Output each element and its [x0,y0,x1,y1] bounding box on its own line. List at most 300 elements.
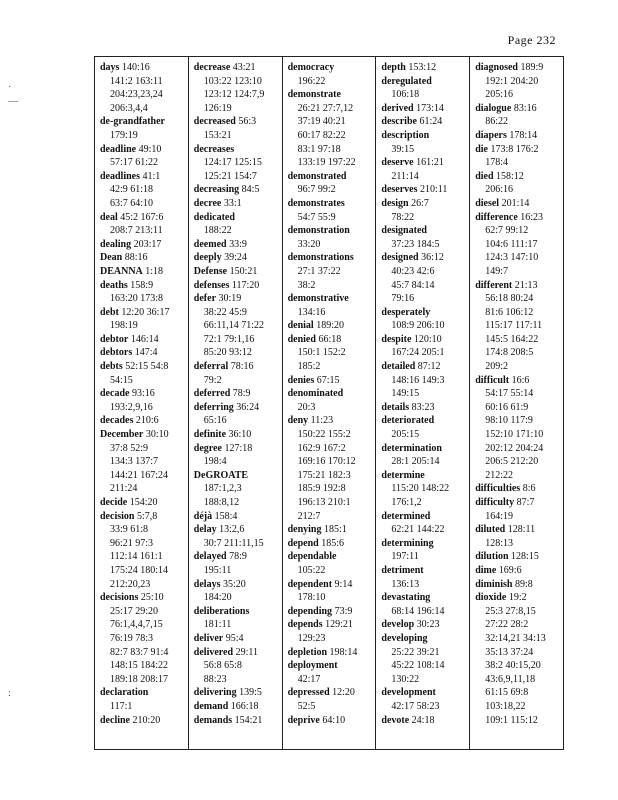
index-refs-line: 189:18 208:17 [110,673,169,685]
index-refs: 128:15 [511,551,539,563]
index-headword: demonstration [287,225,350,237]
index-entry [194,469,280,510]
index-headword: deeply [193,252,222,264]
index-headword: Dean [100,252,123,264]
index-column-5 [470,57,563,749]
index-entry [381,714,467,728]
index-entry-first-line [100,211,186,225]
index-headword: defenses [193,279,230,291]
index-refs: 39:24 [224,252,247,264]
index-entry [194,510,280,524]
index-refs-line: 79:16 [391,293,415,305]
index-refs-line: 178:4 [485,157,508,169]
index-refs-line: 105:22 [297,564,326,576]
index-entry-first-line [100,360,186,374]
index-refs: 11:23 [310,415,334,427]
index-refs: 83:23 [411,401,435,413]
index-refs: 30:10 [145,429,169,441]
index-headword: deserve [381,157,414,169]
index-headword: demands [193,714,233,726]
index-entry [100,211,186,238]
index-headword: designed [381,252,419,264]
index-headword: demonstrates [287,197,345,209]
index-refs-line: 88:23 [203,673,227,685]
index-entry-first-line [194,605,280,619]
index-entry [381,510,467,537]
index-entry-first-line [100,143,186,157]
index-refs-line: 129:23 [297,632,326,644]
index-refs-line: 42:17 [297,673,321,685]
index-entry [381,537,467,564]
index-entry [100,61,186,115]
index-refs-line: 32:14,21 34:13 [485,632,546,644]
index-entry [288,646,374,660]
index-entry-first-line [194,61,280,75]
index-entry [100,333,186,347]
index-headword: deadline [100,143,137,155]
index-refs: 203:17 [133,238,162,250]
page-number: Page 232 [507,33,556,47]
index-entry-first-line [100,496,186,510]
index-refs-line: 185:9 192:8 [297,483,346,495]
index-headword: demonstrations [287,252,354,264]
index-entry [100,686,186,713]
index-entry [100,510,186,592]
index-headword: delayed [193,551,227,563]
index-refs: 78:16 [230,361,254,373]
index-entry [381,469,467,510]
index-headword: demonstrate [287,89,341,101]
index-entry-first-line [381,129,467,143]
index-entry-first-line [194,387,280,401]
index-refs: 12:20 [332,687,355,699]
index-refs-line: 175:24 180:14 [110,564,169,576]
index-entry [100,279,186,306]
index-refs-line: 164:19 [485,510,513,522]
index-refs: 66:18 [318,333,342,345]
index-entry [288,374,374,388]
index-entry [100,428,186,496]
index-refs-line: 163:20 173:8 [110,293,164,305]
index-entry-first-line [100,170,186,184]
index-refs-line: 60:16 61:9 [485,401,529,413]
index-refs-line: 30:7 211:11,15 [203,537,264,549]
index-headword: days [100,62,120,73]
index-entry-first-line [381,102,467,116]
index-entry [194,143,280,184]
index-headword: die [475,143,488,155]
index-entry [100,414,186,428]
index-headword: detailed [381,361,416,373]
index-headword: dialogue [475,102,512,114]
index-headword: debts [100,361,123,373]
index-refs-line: 152:10 171:10 [485,429,544,441]
index-refs-line: 79:2 [203,374,222,386]
index-entry-first-line [381,714,467,728]
index-refs-line: 212:20,23 [110,578,151,590]
index-refs-line: 25:22 39:21 [391,646,440,658]
index-entry [288,88,374,170]
index-entry-first-line [475,496,561,510]
index-entry [288,523,374,537]
index-refs: 158:9 [130,279,154,291]
index-refs: 36:24 [236,401,260,413]
index-entry [381,591,467,618]
index-entry [194,211,280,238]
index-refs-line: 56:8 65:8 [203,660,242,672]
index-refs-line: 187:1,2,3 [203,483,242,495]
index-entry-first-line [194,646,280,660]
index-headword: delivered [193,646,234,658]
index-entry [288,319,374,333]
index-entry [194,700,280,714]
index-entry [100,265,186,279]
index-refs-line: 112:14 161:1 [110,551,163,563]
index-headword: deferring [193,401,234,413]
index-entry-first-line [288,659,374,673]
index-entry [475,550,561,564]
index-refs-line: 209:2 [485,361,508,373]
index-refs-line: 125:21 154:7 [203,170,257,182]
index-headword: develop [381,619,415,631]
index-headword: decades [100,415,134,427]
index-entry [475,482,561,496]
index-refs-line: 211:24 [110,483,138,495]
index-headword: delay [193,524,217,536]
index-refs-line: 193:2,9,16 [110,401,153,413]
index-refs-line: 196:22 [297,75,326,87]
index-refs-line: 45:22 108:14 [391,660,445,672]
index-headword: deserves [381,184,418,196]
index-headword: diluted [475,524,506,536]
index-refs-line: 145:5 164:22 [485,333,539,345]
index-headword: deny [287,415,309,427]
index-refs: 30:19 [218,293,242,305]
index-entry-first-line [100,306,186,320]
index-headword: designated [381,225,427,237]
index-entry-first-line [381,197,467,211]
index-refs: 146:14 [130,333,159,345]
index-entry [381,61,467,75]
index-entry [475,170,561,197]
index-headword: decade [100,388,130,400]
index-entry [288,414,374,523]
index-refs-line: 85:20 93:12 [203,347,252,359]
index-refs-line: 124:3 147:10 [485,252,539,264]
index-headword: different [475,279,513,291]
index-entry [381,686,467,713]
index-headword: died [475,170,494,182]
index-headword: declaration [100,687,149,699]
index-entry [288,170,374,197]
index-refs-line: 26:21 27:7,12 [297,102,354,114]
index-entry-first-line [381,61,467,75]
index-headword: decreasing [193,184,240,196]
index-headword: DeGROATE [193,469,249,481]
index-entry [381,360,467,401]
margin-mark: · [8,82,12,93]
index-refs-line: 42:9 61:18 [110,184,154,196]
index-entry-first-line [288,333,374,347]
index-refs: 147:4 [134,347,158,359]
index-refs: 166:18 [230,700,259,712]
index-refs: 35:20 [222,578,246,590]
index-entry-first-line [475,591,561,605]
index-entry-first-line [100,510,186,524]
index-refs-line: 65:16 [203,415,227,427]
index-entry [288,61,374,88]
index-entry [194,605,280,632]
index-entry-first-line [194,714,280,728]
index-refs: 185:1 [324,524,347,536]
index-entry-first-line [475,197,561,211]
index-refs: 73:9 [334,605,353,617]
index-entry-first-line [194,700,280,714]
index-entry [381,156,467,183]
index-headword: deadlines [100,170,141,182]
index-entry-first-line [194,442,280,456]
index-refs-line: 195:11 [203,564,232,576]
index-headword: Defense [193,265,228,277]
index-entry-first-line [381,564,467,578]
index-entry [288,292,374,319]
index-entry [194,646,280,687]
index-refs: 16:6 [511,374,530,386]
index-entry [194,197,280,211]
index-refs: 78:9 [232,388,251,400]
index-refs: 36:10 [228,429,252,441]
index-refs-line: 204:23,23,24 [110,89,163,101]
index-headword: decision [100,510,135,522]
index-refs-line: 185:2 [297,361,321,373]
index-headword: difficult [475,374,510,386]
index-entry [381,442,467,469]
index-entry-first-line [288,292,374,306]
index-refs-line: 28:1 205:14 [391,456,440,468]
index-entry-first-line [475,578,561,592]
index-refs-line: 211:14 [391,170,419,182]
index-entry [381,197,467,224]
index-entry-first-line [288,414,374,428]
index-entry [194,61,280,115]
index-refs-line: 62:7 99:12 [485,225,529,237]
index-refs-line: 86:22 [485,116,508,128]
index-entry [381,75,467,102]
index-entry-first-line [288,170,374,184]
index-refs: 9:14 [334,578,353,590]
index-entry-first-line [100,686,186,700]
index-headword: decree [193,197,222,209]
index-refs: 8:6 [522,483,536,495]
index-headword: demand [193,700,229,712]
index-entry [288,605,374,619]
index-refs: 189:20 [316,320,344,332]
index-entry-first-line [288,88,374,102]
index-entry-first-line [288,224,374,238]
index-headword: deaths [100,279,128,291]
index-headword: details [381,401,410,413]
index-entry-first-line [475,564,561,578]
index-entry [100,306,186,333]
index-entry [475,143,561,170]
index-entry-first-line [288,646,374,660]
index-entry-first-line [475,279,561,293]
index-refs-line: 192:1 204:20 [485,75,539,87]
index-refs: 139:5 [239,687,262,699]
index-refs: 87:12 [417,361,441,373]
index-headword: depend [287,537,319,549]
index-entry [381,115,467,129]
index-entry-first-line [475,482,561,496]
index-entry [381,251,467,305]
index-entry-first-line [194,550,280,564]
index-refs-line: 43:6,9,11,18 [485,673,536,685]
index-entry [194,686,280,700]
index-headword: desperately [381,306,431,318]
index-entry [475,564,561,578]
index-headword: deployment [287,660,338,672]
index-refs-line: 82:7 83:7 91:4 [110,646,169,658]
index-refs-line: 169:16 170:12 [297,456,356,468]
index-refs-line: 206:16 [485,184,513,196]
index-entry-first-line [194,183,280,197]
index-refs-line: 134:16 [297,306,326,318]
index-headword: deprive [287,714,320,726]
index-entry [100,115,186,142]
index-refs-line: 103:18,22 [485,700,526,712]
index-refs-line: 179:19 [110,129,138,141]
index-entry [194,523,280,550]
index-refs: 210:20 [132,714,161,726]
index-refs-line: 25:3 27:8,15 [485,605,536,617]
index-refs-line: 174:8 208:5 [485,347,534,359]
index-headword: demonstrated [287,170,347,182]
index-entry [475,591,561,727]
index-headword: de-grandfather [100,116,165,128]
index-refs-line: 197:11 [391,551,419,563]
index-refs: 83:16 [513,102,537,114]
index-refs: 153:12 [408,62,437,73]
index-refs-line: 188:8,12 [203,497,240,508]
index-headword: deferred [193,388,231,400]
index-refs-line: 104:6 111:17 [485,238,538,250]
index-entry-first-line [288,374,374,388]
index-entry-first-line [381,224,467,238]
index-entry-first-line [194,197,280,211]
index-refs-line: 108:9 206:10 [391,320,445,332]
index-refs-line: 198:4 [203,456,227,468]
index-entry-first-line [288,523,374,537]
index-refs: 185:6 [321,537,344,549]
index-entry [475,374,561,483]
index-refs-line: 40:23 42:6 [391,265,435,277]
index-refs: 64:10 [322,714,346,726]
index-entry [381,333,467,360]
index-entry [194,183,280,197]
index-entry [475,61,561,102]
index-entry-first-line [100,279,186,293]
index-refs: 189:9 [520,62,544,73]
index-headword: demonstrative [287,293,349,305]
index-entry-first-line [475,170,561,184]
index-entry [100,591,186,686]
index-entry-first-line [381,618,467,632]
index-entry-first-line [100,414,186,428]
index-entry-first-line [475,211,561,225]
index-entry [194,251,280,265]
index-entry-first-line [100,251,186,265]
index-refs-line: 25:17 29:20 [110,605,159,617]
index-refs: 88:16 [124,252,148,264]
index-refs: 12:20 36:17 [121,306,170,318]
index-entry [100,170,186,211]
index-entry [475,102,561,129]
index-entry-first-line [381,306,467,320]
index-headword: dealing [100,238,132,250]
index-headword: December [100,429,144,441]
index-refs-line: 149:15 [391,388,420,400]
index-entry [288,618,374,645]
index-refs: 117:20 [231,279,260,291]
index-refs: 1:18 [145,265,164,277]
index-column-1 [95,57,189,749]
index-refs-line: 76:19 78:3 [110,632,154,644]
index-refs-line: 136:13 [391,578,420,590]
index-headword: depletion [287,646,328,658]
index-entry [475,129,561,143]
index-table [94,56,564,750]
index-entry [100,387,186,414]
index-entry [381,129,467,156]
index-refs: 210:6 [135,415,159,427]
index-headword: decreases [193,143,235,155]
index-refs: 161:21 [416,157,444,169]
index-entry [194,714,280,728]
index-refs: 129:21 [325,619,353,631]
index-headword: denied [287,333,316,345]
index-entry [194,442,280,469]
index-entry-first-line [194,265,280,279]
index-refs: 41:1 [142,170,161,182]
index-refs: 49:10 [138,143,162,155]
index-refs-line: 96:7 99:2 [297,184,336,196]
index-refs: 140:16 [121,62,150,73]
index-refs-line: 212:22 [485,469,513,481]
index-entry [194,632,280,646]
index-headword: difference [475,211,518,223]
index-entry [381,618,467,632]
index-refs-line: 196:13 210:1 [297,497,351,508]
index-refs: 120:10 [413,333,442,345]
index-entry-first-line [288,61,374,75]
index-refs-line: 153:21 [203,129,232,141]
index-headword: developing [381,632,428,644]
index-entry [288,224,374,251]
index-refs: 56:3 [238,116,257,128]
index-refs: 43:21 [232,62,256,73]
index-refs-line: 54:17 55:14 [485,388,534,400]
index-refs-line: 178:10 [297,592,326,604]
index-headword: detriment [381,564,424,576]
index-entry-first-line [381,115,467,129]
index-entry [100,360,186,387]
index-entry [288,578,374,605]
index-refs-line: 98:10 117:9 [485,415,533,427]
index-refs-line: 181:11 [203,619,232,631]
index-headword: derived [381,102,414,114]
index-refs: 198:14 [329,646,358,658]
index-entry [381,414,467,441]
